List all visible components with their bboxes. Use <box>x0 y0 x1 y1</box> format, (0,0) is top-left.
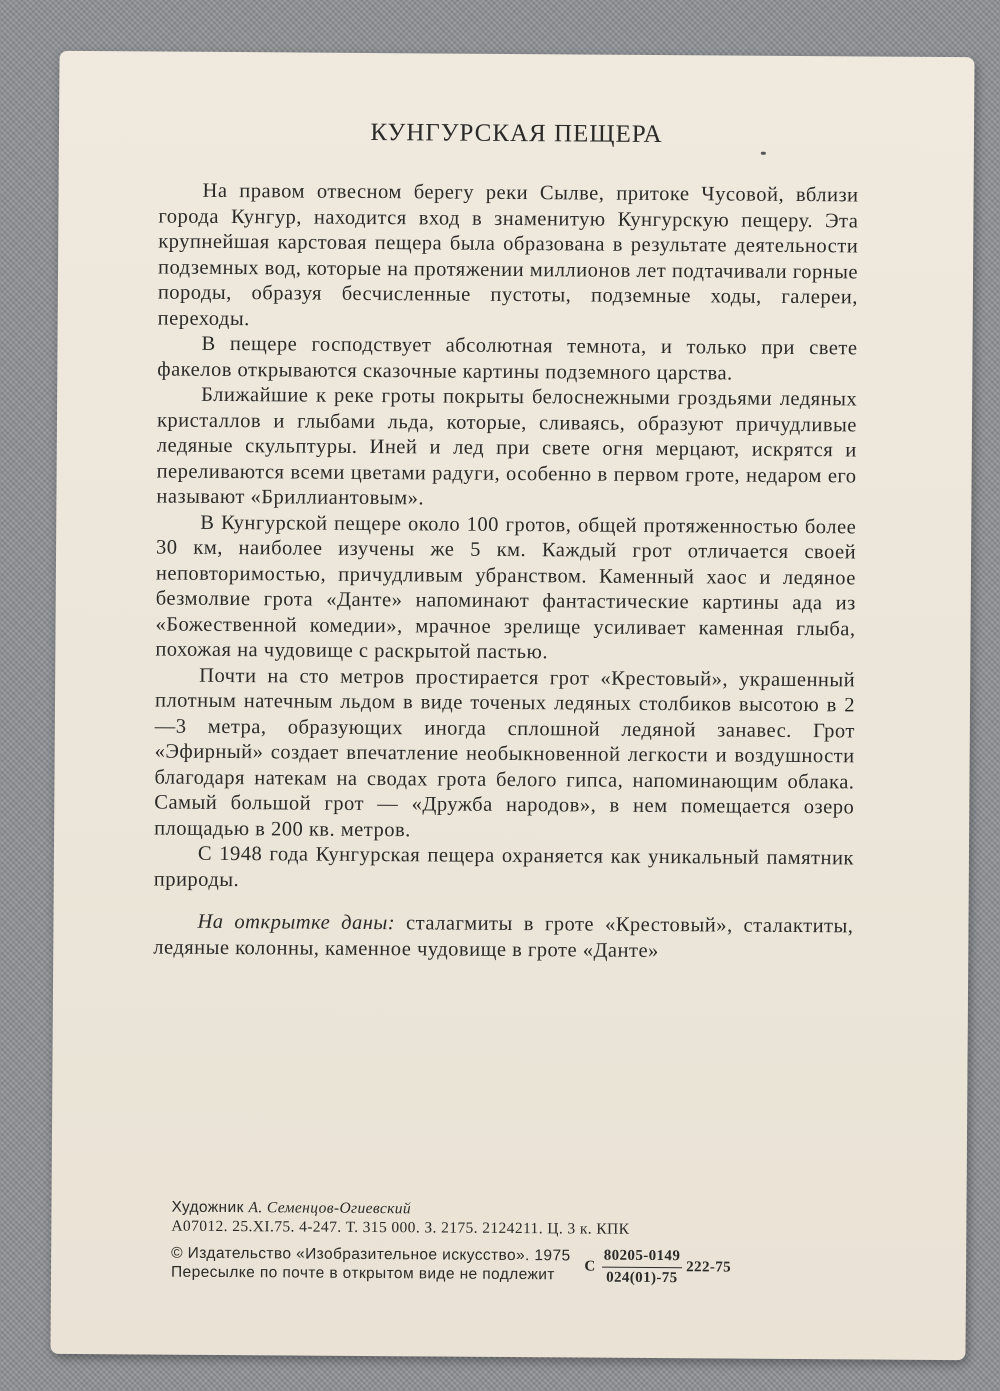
paragraph: В Кунгурской пещере около 100 гротов, общей протяженностью более 30 км, наиболее изучены же 5 км. Каждый грот отличается своей неповторимостью, причудливым убранством. Каменный хаос и ледяное безмолвие грота «Данте» напоминают фантастические картины ада из «Божественной комедии», мрачное зрелище усиливает каменная глыба, похожая на чудовище с раскрытой пастью. <box>155 511 857 664</box>
print-info: А07012. 25.XI.75. 4-247. Т. 315 000. З. 2175. 2124211. Ц. 3 к. КПК <box>171 1217 630 1238</box>
code-fraction <box>602 1247 683 1289</box>
paragraph: Почти на сто метров простирается грот «Крестовый», украшенный плотным натечным льдом в виде точеных ледяных столбиков высотою в 2—3 метра, образующих иногда сплошной ледяной занавес. Грот «Эфирный» создает впечатление необыкновенной легкости и воздушности благодаря натекам на сводах грота белого гипса, напоминающим облака. Самый большой грот — «Дружба народов», в нем помещается озеро площадью в 200 кв. метров. <box>154 664 856 841</box>
publisher-line: © Издательство «Изобразительное искусство». 1975 <box>171 1244 571 1265</box>
paragraph: С 1948 года Кунгурская пещера охраняется как уникальный памятник природы. <box>153 842 855 891</box>
imprint <box>171 1198 882 1290</box>
paragraph: В пещере господствует абсолютная темнота, и только при свете факелов открываются сказочные картины подземного царства. <box>157 332 858 385</box>
article-body <box>153 179 858 966</box>
paragraph: На правом отвесном берегу реки Сылве, притоке Чусовой, вблизи города Кунгур, находится вход в знаменитую Кунгурскую пещеру. Эта крупнейшая карстовая пещера была образована в результате деятельности подземных вод, которые на протяжении миллионов лет подтачивали горные породы, образуя бесчисленные пустоты, подземные ходы, галереи, переходы. <box>157 179 859 330</box>
code-prefix: С <box>584 1258 596 1275</box>
postcard-back <box>50 51 974 1360</box>
publisher-text <box>171 1244 571 1285</box>
artist-name: А. Семенцов-Огиевский <box>248 1199 412 1218</box>
paragraph: Ближайшие к реке гроты покрыты белоснежными гроздьями ледяных кристаллов и глыбами льда, которые, сливаясь, образуют причудливые ледяные скульптуры. Иней и лед при свете огня мерцают, искрятся и переливаются всеми цветами радуги, особенно в первом гроте, недаром его называют «Бриллиантовым». <box>156 383 858 510</box>
publisher-block <box>171 1244 881 1290</box>
postcard-caption <box>153 909 853 965</box>
print-speck <box>761 152 766 155</box>
code-denominator: 024(01)-75 <box>606 1269 678 1287</box>
caption-text: сталагмиты в гроте «Крестовый», сталактиты, ледяные колонны, каменное чудовище в гроте «Данте» <box>153 912 854 962</box>
artist-label: Художник <box>171 1198 249 1217</box>
mail-note: Пересылке по почте в открытом виде не подлежит <box>170 1263 555 1284</box>
catalog-code <box>584 1247 731 1289</box>
code-numerator: 80205-0149 <box>602 1247 683 1269</box>
page-title: КУНГУРСКАЯ ПЕЩЕРА <box>370 118 663 149</box>
code-suffix: 222-75 <box>686 1259 732 1276</box>
caption-label: На открытке даны: <box>197 910 396 935</box>
